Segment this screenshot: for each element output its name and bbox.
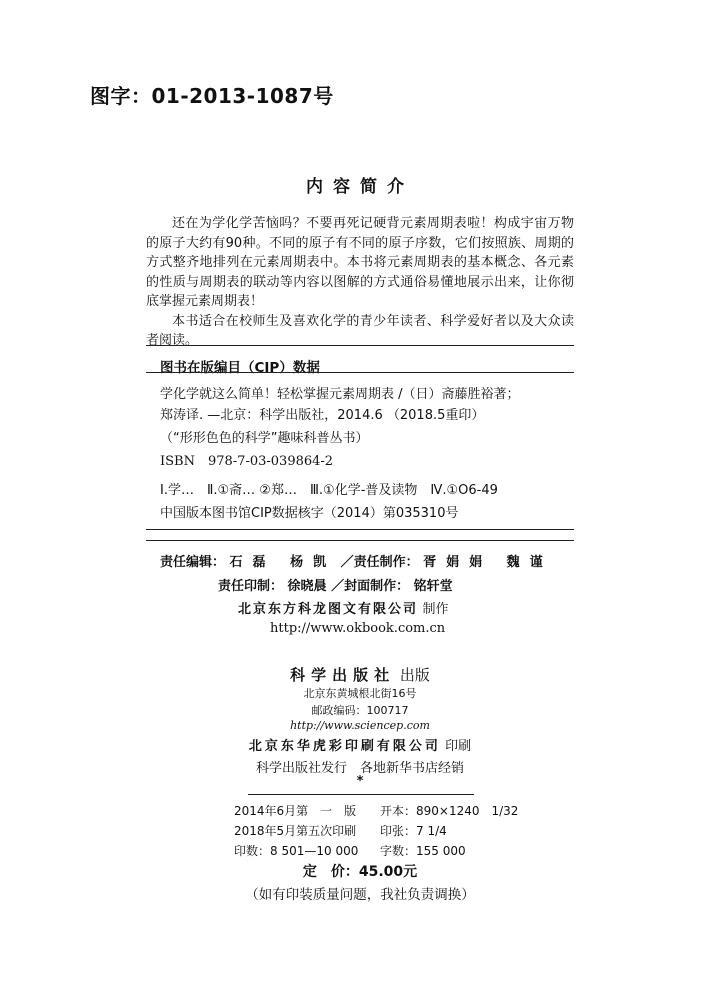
credits-print-row — [218, 575, 453, 594]
cip-classification: Ⅰ.学… Ⅱ.①斋… ②郑… Ⅲ.①化学-普及读物 Ⅳ.①O6-49 — [160, 483, 498, 498]
format: 开本：890×1240 1/32 — [380, 804, 519, 818]
cover-maker: 铭轩堂 — [413, 579, 453, 594]
publisher-suffix: 出版 — [399, 666, 430, 684]
publisher-name: 科学出版社 — [290, 666, 396, 684]
print-person: 徐晓晨 — [287, 579, 327, 594]
credits-top-rule — [146, 540, 574, 541]
registration-number: 图字：01-2013-1087号 — [90, 84, 334, 108]
cip-line-title: 学化学就这么简单！轻松掌握元素周期表 /（日）斋藤胜裕著； — [160, 387, 520, 402]
maker-company: 北京东方科龙图文有限公司 — [238, 602, 419, 617]
cip-record-number: 中国版本图书馆CIP数据核字（2014）第035310号 — [160, 506, 459, 521]
printer-row — [0, 735, 720, 754]
publisher-postcode: 邮政编码：100717 — [311, 704, 409, 717]
maker-suffix: 制作 — [422, 602, 449, 617]
cover-label: ／封面制作： — [331, 579, 410, 594]
cip-title: 图书在版编目（CIP）数据 — [160, 360, 320, 376]
specs-top-rule — [248, 794, 474, 795]
copies: 印数：8 501—10 000 — [234, 844, 359, 858]
edition: 2014年6月第 一 版 — [234, 804, 357, 818]
summary-paragraph-2: 本书适合在校师生及喜欢化学的青少年读者、科学爱好者以及大众读者阅读。 — [146, 313, 574, 348]
production-label: ／责任制作： — [340, 555, 419, 570]
cip-top-rule — [146, 345, 574, 346]
summary-title: 内容简介 — [306, 177, 414, 197]
printer-suffix: 印刷 — [445, 739, 472, 754]
cip-isbn: ISBN 978-7-03-039864-2 — [160, 454, 334, 469]
print-label: 责任印制： — [218, 579, 284, 594]
publisher-url: http://www.sciencep.com — [290, 719, 430, 732]
summary-text — [146, 214, 574, 351]
editor-names: 石磊 杨凯 — [229, 555, 337, 570]
publisher-address: 北京东黄城根北街16号 — [303, 687, 417, 700]
editor-label: 责任编辑： — [160, 555, 226, 570]
word-count: 字数：155 000 — [380, 844, 466, 858]
cip-line-publication: 郑涛译. —北京：科学出版社，2014.6 （2018.5重印） — [160, 408, 485, 423]
distribution: 科学出版社发行 各地新华书店经销 — [255, 761, 464, 776]
credits-editors-row — [160, 551, 553, 570]
quality-note: （如有印装质量问题，我社负责调换） — [245, 887, 475, 903]
summary-paragraph-1: 还在为学化学苦恼吗？不要再死记硬背元素周期表啦！构成宇宙万物的原子大约有90种。不同的原子有不同的原子序数，它们按照族、周期的方式整齐地排列在元素周期表中。本书将元素周期表的基本概念、各元素的性质与周期表的联动等内容以图解的方式通俗易懂地展示出来，让你彻底掌握元素周期表！ — [146, 216, 574, 309]
printer-name: 北京东华虎彩印刷有限公司 — [248, 739, 441, 754]
separator-star: * — [356, 774, 364, 789]
sheets: 印张：7 1/4 — [380, 824, 447, 838]
maker-url: http://www.okbook.com.cn — [270, 621, 446, 636]
price: 定 价：45.00元 — [302, 864, 418, 880]
maker-row — [238, 598, 449, 617]
cip-line-series: （“形形色色的科学”趣味科普丛书） — [160, 431, 369, 446]
printing: 2018年5月第五次印刷 — [234, 824, 357, 838]
production-names: 胥娟娟 魏谨 — [423, 555, 553, 570]
publisher-row — [0, 664, 720, 685]
